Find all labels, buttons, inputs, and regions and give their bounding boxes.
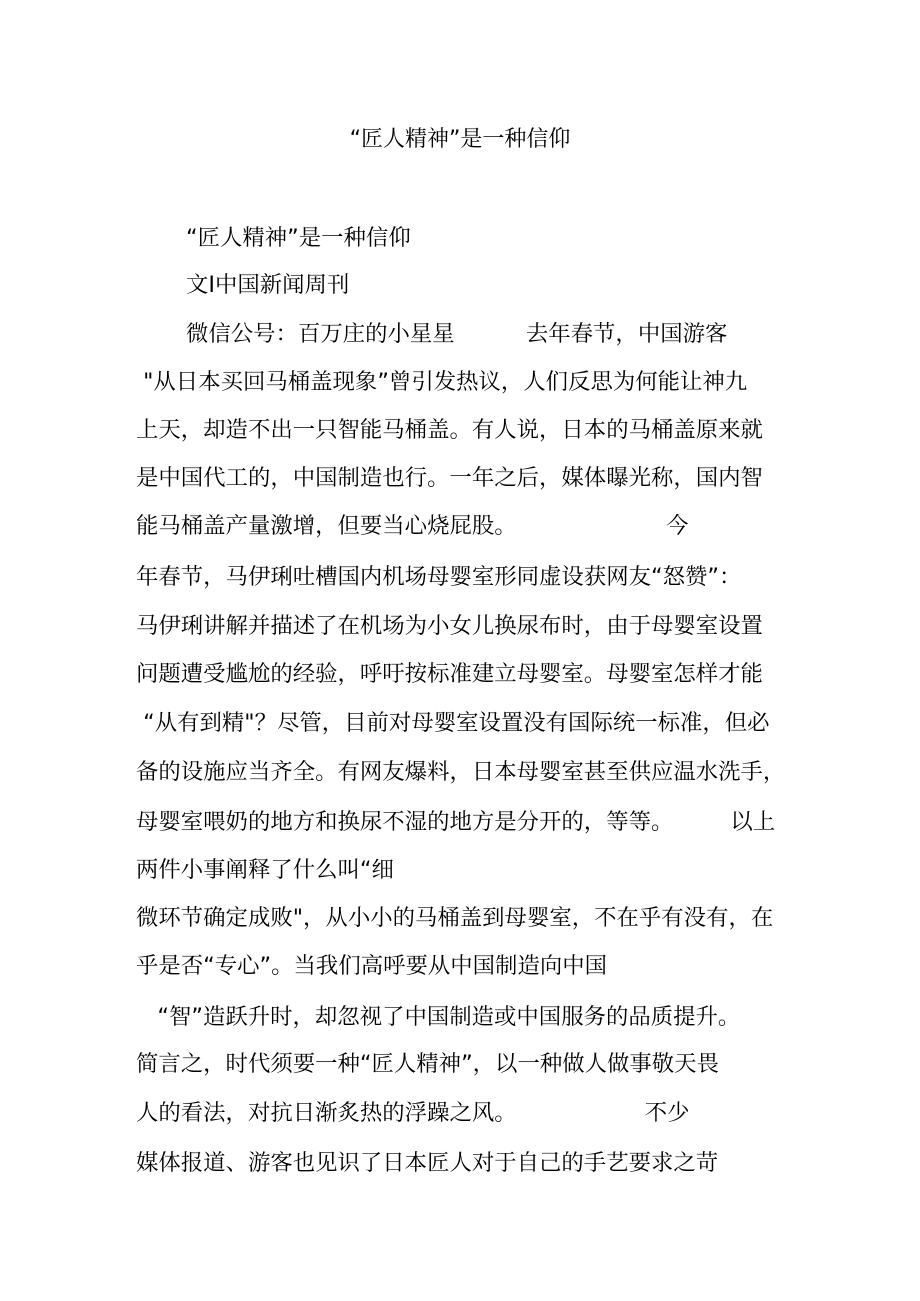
body-line: 母婴室喂奶的地方和换尿不湿的地方是分开的，等等。 以上	[136, 809, 776, 835]
article-subtitle: “匠人精神”是一种信仰	[186, 225, 411, 251]
body-line: 马伊琍讲解并描述了在机场为小女儿换尿布时，由于母婴室设置	[136, 613, 763, 639]
body-line: 微环节确定成败"，从小小的马桶盖到母婴室，不在乎有没有，在	[136, 905, 774, 931]
body-line: 微信公号：百万庄的小星星 去年春节，中国游客	[186, 321, 728, 347]
body-line: 两件小事阐释了什么叫“细	[136, 857, 394, 883]
body-line: "从日本买回马桶盖现象”曾引发热议，人们反思为何能让神九	[136, 369, 748, 395]
body-line: 人的看法，对抗日渐炙热的浮躁之风。 不少	[136, 1100, 690, 1126]
body-line: 备的设施应当齐全。有网友爆料，日本母婴室甚至供应温水洗手，	[136, 759, 786, 785]
body-line: 能马桶盖产量激增，但要当心烧屁股。 今	[136, 513, 689, 539]
page-title: “匠人精神”是一种信仰	[349, 127, 571, 152]
body-line: 媒体报道、游客也见识了日本匠人对于自己的手艺要求之苛	[136, 1150, 719, 1176]
article-byline: 文I中国新闻周刊	[186, 272, 350, 298]
body-line: 上天，却造不出一只智能马桶盖。有人说，日本的马桶盖原来就	[136, 417, 763, 443]
body-line: 年春节，马伊琍吐槽国内机场母婴室形同虚设获网友“怒赞”：	[136, 564, 742, 590]
body-line: “智”造跃升时，却忽视了中国制造或中国服务的品质提升。	[136, 1004, 741, 1030]
body-line: 问题遭受尴尬的经验，呼吁按标准建立母婴室。母婴室怎样才能	[136, 661, 763, 687]
body-line: 乎是否“专心”。当我们高呼要从中国制造向中国	[136, 953, 608, 979]
body-line: 简言之，时代须要一种“匠人精神”，以一种做人做事敬天畏	[136, 1051, 719, 1077]
body-line: 是中国代工的，中国制造也行。一年之后，媒体曝光称，国内智	[136, 465, 763, 491]
body-line: “从有到精"？尽管，目前对母婴室设置没有国际统一标准，但必	[136, 710, 770, 736]
